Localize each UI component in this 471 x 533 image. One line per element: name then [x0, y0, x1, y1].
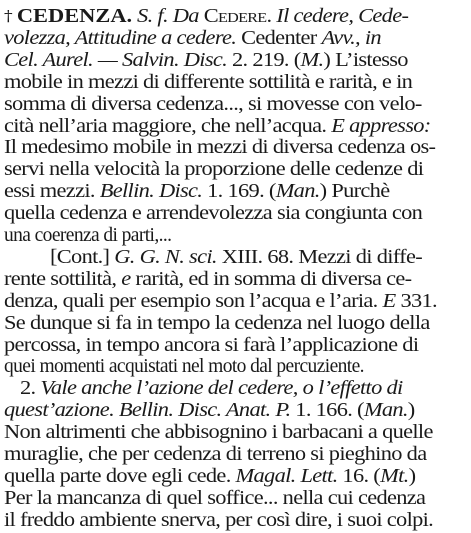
text-run: Per la mancanza di quel soffice... nella cui cedenza [4, 487, 426, 509]
text-run: ) [408, 465, 416, 487]
text-run: ) [407, 400, 415, 422]
text-run: 331. [395, 290, 437, 312]
text-run: Cedere [203, 6, 267, 27]
text-run: essi mezzi. [4, 181, 100, 203]
text-run: Avv., in [321, 27, 381, 49]
text-run: Bellin. Disc. [99, 181, 203, 203]
text-run: una coerenza di parti,... [4, 225, 172, 246]
text-run: XIII. 68. Mezzi di diffe- [216, 246, 423, 268]
text-run: . [266, 6, 277, 27]
text-run: Cedenter [236, 27, 322, 49]
text-run: 16. ( [337, 465, 381, 487]
text-run: Da [172, 6, 199, 27]
text-run: Mt. [380, 465, 409, 487]
text-run: servi nella velocità la proporzione delle cedenze di [4, 159, 424, 181]
text-run: denza, quali per esempio son l’acqua e l’aria. [4, 290, 383, 312]
text-run: Se dunque si fa in tempo la cedenza nel luogo della [4, 312, 430, 334]
text-run: G. G. N. sci. [114, 246, 217, 268]
text-run: Magal. Lett. [235, 465, 338, 487]
text-run: Il medesimo mobile in mezzi di diversa cedenza os- [4, 137, 436, 159]
text-run: mobile in mezzi di differente sottilità e rarità, e in [4, 71, 413, 93]
text-run: 1. 166. ( [290, 400, 364, 422]
text-run: ) Purchè [319, 181, 390, 203]
text-run: 2. 219. ( [227, 49, 301, 71]
text-run: Il cedere, Cede- [276, 6, 409, 27]
text-run: rarità, ed in somma di diversa ce- [130, 268, 412, 290]
text-run: S. f. [137, 6, 168, 27]
entry-headword: CEDENZA. [16, 6, 133, 27]
text-run: Vale anche l’azione del cedere, o l’effetto di [40, 378, 403, 400]
text-run: [Cont.] [50, 246, 115, 268]
text-run: E appresso: [331, 115, 431, 137]
text-run: rente sottilità, [4, 268, 122, 290]
text-run: Man. [363, 400, 408, 422]
text-run: 1. 169. ( [202, 181, 276, 203]
text-run: cità nell’aria maggiore, che nell’acqua. [4, 115, 332, 137]
text-run: il freddo ambiente snerva, per così dire, i suoi colpi. [4, 509, 434, 531]
text-run: Man. [275, 181, 320, 203]
dagger-icon: † [4, 7, 12, 25]
text-run: volezza, Attitudine a cedere. [4, 27, 237, 49]
text-run: quella parte dove egli cede. [4, 465, 236, 487]
text-run: E [382, 290, 396, 312]
text-run: Cel. Aurel. — Salvin. Disc. [4, 49, 228, 71]
text-run: muraglie, che per cedenza di terreno si pieghino da [4, 444, 427, 465]
text-run: 2. [20, 378, 41, 400]
text-run: quella cedenza e arrendevolezza sia congiunta con [4, 203, 423, 225]
text-run: ) L’istesso [323, 49, 408, 71]
text-run: M. [300, 49, 324, 71]
entry-line [4, 508, 433, 533]
text-run: Non altrimenti che abbisognino i barbacani a quelle [4, 422, 433, 444]
text-run: e [121, 268, 131, 290]
text-run: quest’azione. Bellin. Disc. Anat. P. [4, 400, 291, 422]
entry-line-text [137, 6, 408, 27]
text-run: percossa, in tempo ancora si farà l’applicazione di [4, 334, 419, 356]
text-run: somma di diversa cedenza..., si movesse con velo- [4, 93, 422, 115]
text-run: quei momenti acquistati nel moto dal percuziente. [4, 356, 364, 378]
